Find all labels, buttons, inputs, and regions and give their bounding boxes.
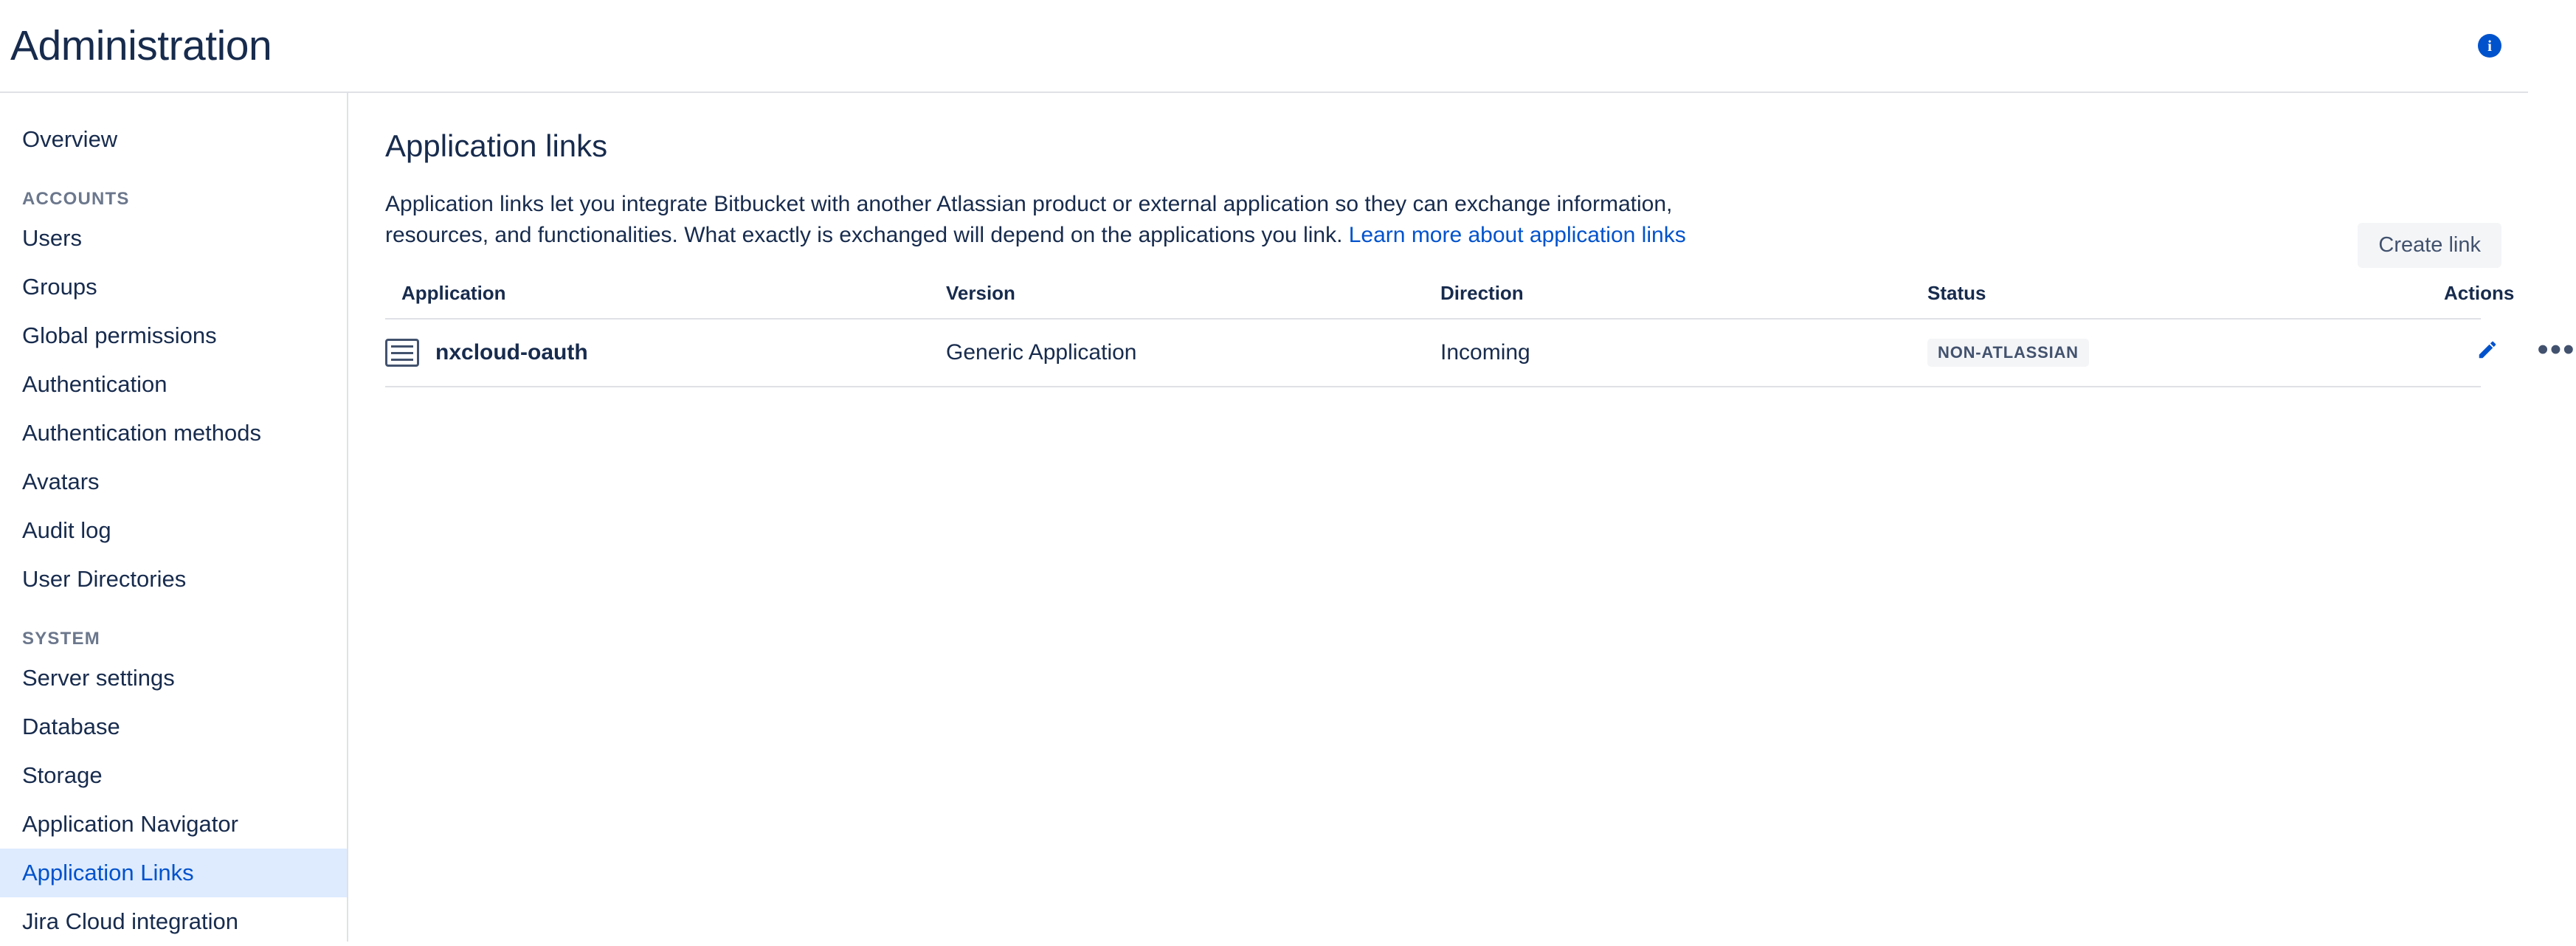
learn-more-application-links-link[interactable]: Learn more about application links — [1348, 223, 1686, 247]
main-content — [348, 93, 2576, 942]
column-header-application: Application — [385, 282, 946, 319]
top-header-bar — [0, 0, 2528, 93]
sidebar-item-audit-log[interactable]: Audit log — [22, 517, 111, 543]
cell-application — [385, 319, 946, 387]
sidebar-group-label-accounts: ACCOUNTS — [22, 189, 130, 209]
intro-text: Application links let you integrate Bitbucket with another Atlassian product or external application so they can exchange information, resources, and functionalities. What exactly is exchanged will depend on the applications you link. — [385, 192, 1673, 247]
sidebar-item-users[interactable]: Users — [22, 225, 82, 251]
sidebar-item-authentication[interactable]: Authentication — [22, 371, 168, 397]
sidebar-item-server-settings[interactable]: Server settings — [22, 665, 175, 691]
column-header-status: Status — [1927, 282, 2444, 319]
application-name: nxcloud-oauth — [435, 340, 588, 365]
cell-version: Generic Application — [946, 319, 1440, 387]
sidebar-item-user-directories[interactable]: User Directories — [22, 566, 187, 592]
ellipsis-icon[interactable]: ••• — [2537, 331, 2576, 367]
create-link-button[interactable]: Create link — [2358, 223, 2501, 268]
cell-actions — [2444, 319, 2576, 387]
column-header-version: Version — [946, 282, 1440, 319]
table-header-row — [385, 282, 2481, 319]
pencil-icon[interactable] — [2476, 339, 2499, 367]
column-header-direction: Direction — [1440, 282, 1927, 319]
sidebar-group-label-system: SYSTEM — [22, 629, 100, 649]
table-body — [385, 319, 2576, 387]
sidebar-item-avatars[interactable]: Avatars — [22, 469, 100, 494]
sidebar-item-jira-cloud-integration[interactable]: Jira Cloud integration — [22, 908, 238, 934]
sidebar-item-storage[interactable]: Storage — [22, 762, 103, 788]
sidebar-item-application-navigator[interactable]: Application Navigator — [22, 811, 238, 837]
admin-sidebar — [0, 93, 348, 942]
application-cell-content — [385, 339, 946, 367]
table-row — [385, 319, 2481, 387]
table-header — [385, 282, 2515, 319]
cell-status — [1927, 319, 2444, 387]
sidebar-item-overview[interactable]: Overview — [22, 126, 118, 152]
page-title: Application links — [385, 128, 608, 163]
sidebar-item-authentication-methods[interactable]: Authentication methods — [22, 420, 261, 446]
cell-direction: Incoming — [1440, 319, 1927, 387]
application-links-table — [385, 282, 2576, 387]
sidebar-item-database[interactable]: Database — [22, 714, 120, 739]
page-header-title: Administration — [10, 22, 272, 69]
sidebar-item-groups[interactable]: Groups — [22, 274, 97, 300]
column-header-actions: Actions — [2444, 282, 2481, 319]
intro-description — [385, 189, 1765, 251]
status-badge: NON-ATLASSIAN — [1927, 339, 2089, 367]
sidebar-item-global-permissions[interactable]: Global permissions — [22, 322, 217, 348]
page-body — [0, 93, 2576, 942]
generic-application-icon — [385, 339, 419, 367]
info-icon[interactable]: i — [2478, 34, 2501, 58]
sidebar-item-application-links[interactable]: Application Links — [0, 849, 347, 897]
